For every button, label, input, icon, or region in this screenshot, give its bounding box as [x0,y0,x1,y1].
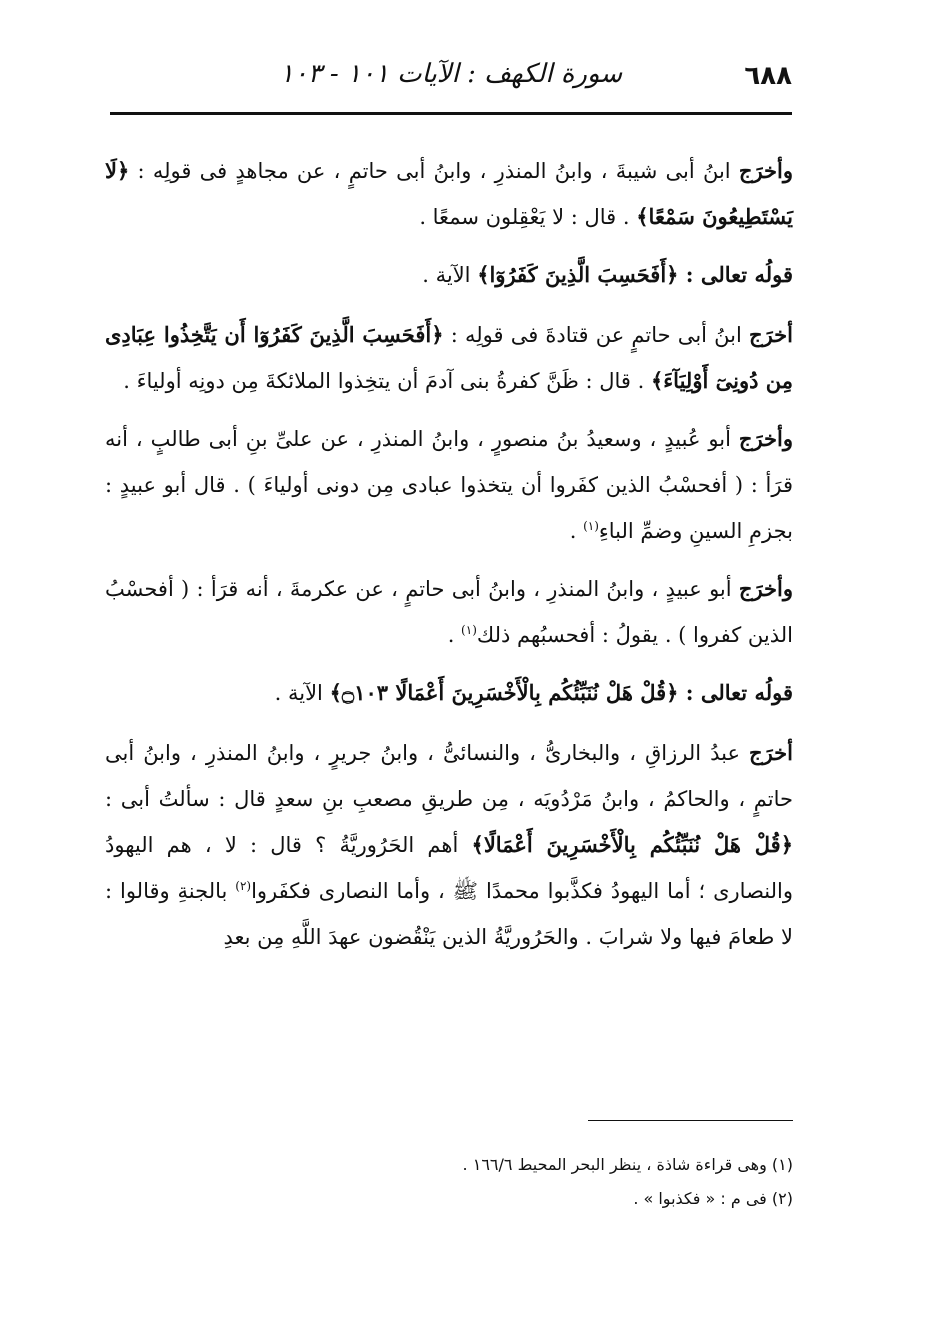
paragraph-text: بالجنةِ وقالوا : لا طعامَ فيها ولا شرابَ . والحَرُوريَّةُ الذين يَنْقُضون عهدَ اللَّهِ مِن بعدِ [105,879,793,949]
paragraph-text: ابنُ أبى شيبةَ ، وابنُ المنذرِ ، وابنُ أبى حاتمٍ ، عن مجاهدٍ فى قولِه : [129,159,739,183]
header-rule [110,112,792,115]
running-head: سورة الكهف : الآيات ١٠١ - ١٠٣ [279,59,623,89]
paragraph-text: ابنُ أبى حاتمٍ عن قتادةَ فى قولِه : [443,323,750,347]
heading-text: الآية . [422,263,478,287]
paragraph-keyword: أخرَج [749,740,793,765]
paragraph-5 [105,730,793,960]
paragraph-keyword: وأخرَج [738,158,793,183]
footnote-marker: (١) [461,623,477,637]
page-number: ٦٨٨ [744,61,792,91]
heading-text: الآية . [274,681,330,705]
paragraph-text: . قال : ظَنَّ كفرةُ بنى آدمَ أن يتخِذوا الملائكةَ مِن دونِه أولياءَ . [123,369,651,393]
paragraph-2 [105,312,793,404]
paragraph-text: . [447,623,462,647]
paragraph-keyword: أخرَج [749,322,793,347]
quran-verse: ﴿أَفَحَسِبَ الَّذِينَ كَفَرُوٓا﴾ [477,262,679,287]
verse-heading-2 [105,670,793,716]
footnote-marker: (٢) [235,879,252,893]
paragraph-4 [105,566,793,658]
footnote-rule [588,1120,793,1121]
verse-heading-1 [105,252,793,298]
paragraph-text: أبو عُبيدٍ ، وسعيدُ بنُ منصورٍ ، وابنُ المنذرِ ، عن علىِّ بنِ أبى طالبٍ ، أنه قرَأ : ( أفحسْبُ الذين كفَروا أن يتخذوا عبادى مِن دونى أولياءَ ) . قال أبو عبيدٍ : بجزمِ السينِ وضمِّ الباءِ [105,427,793,543]
footnote-2: (٢) فى م : « فكذبوا » . [633,1189,793,1208]
paragraph-3 [105,416,793,554]
quran-verse: ﴿أَفَحَسِبَ الَّذِينَ كَفَرُوٓا أَن يَتَّخِذُوا عِبَادِى مِن دُونِىٓ أَوْلِيَآءَ﴾ [105,322,793,393]
paragraph-text: أهم الحَرُوريَّةُ ؟ قال : لا ، هم اليهودُ والنصارى ؛ أما اليهودُ فكذَّبوا محمدًا ﷺ ، وأما النصارى فكفَروا [105,833,793,903]
paragraph-text: أبو عبيدٍ ، وابنُ المنذرِ ، وابنُ أبى حاتمٍ ، عن عكرمةَ ، أنه قرَأ : ( أفحسْبُ الذين كفروا ) . يقولُ : أفحسبُهم ذلك [105,577,793,647]
heading-label: قولُه تعالى : [678,680,793,705]
paragraph-text: عبدُ الرزاقِ ، والبخارىُّ ، والنسائىُّ ، وابنُ جريرٍ ، وابنُ المنذرِ ، وابنُ أبى حاتمٍ ، والحاكمُ ، وابنُ مَرْدُويَه ، مِن طريقِ مصعبِ بنِ سعدٍ قال : سألتُ أبى : [105,741,793,811]
quran-verse: ﴿قُلْ هَلْ نُنَبِّئُكُم بِالْأَخْسَرِينَ أَعْمَالًا ۝١٠٣﴾ [329,680,679,705]
paragraph-keyword: وأخرَج [738,576,793,601]
paragraph-1 [105,148,793,240]
page-header [110,55,792,111]
footnote-1: (١) وهى قراءة شاذة ، ينظر البحر المحيط ١٦٦/٦ . [462,1155,793,1174]
footnotes [105,1148,793,1216]
paragraph-text: . [569,519,584,543]
page-body [105,148,793,972]
paragraph-keyword: وأخرَج [738,426,793,451]
footnote-marker: (١) [583,519,599,533]
quran-verse: ﴿قُلْ هَلْ نُنَبِّئُكُم بِالْأَخْسَرِينَ أَعْمَالًا﴾ [471,832,793,857]
quran-verse: ﴿لَا يَسْتَطِيعُونَ سَمْعًا﴾ [105,158,793,229]
heading-label: قولُه تعالى : [678,262,793,287]
paragraph-text: . قال : لا يَعْقِلون سمعًا . [419,205,637,229]
